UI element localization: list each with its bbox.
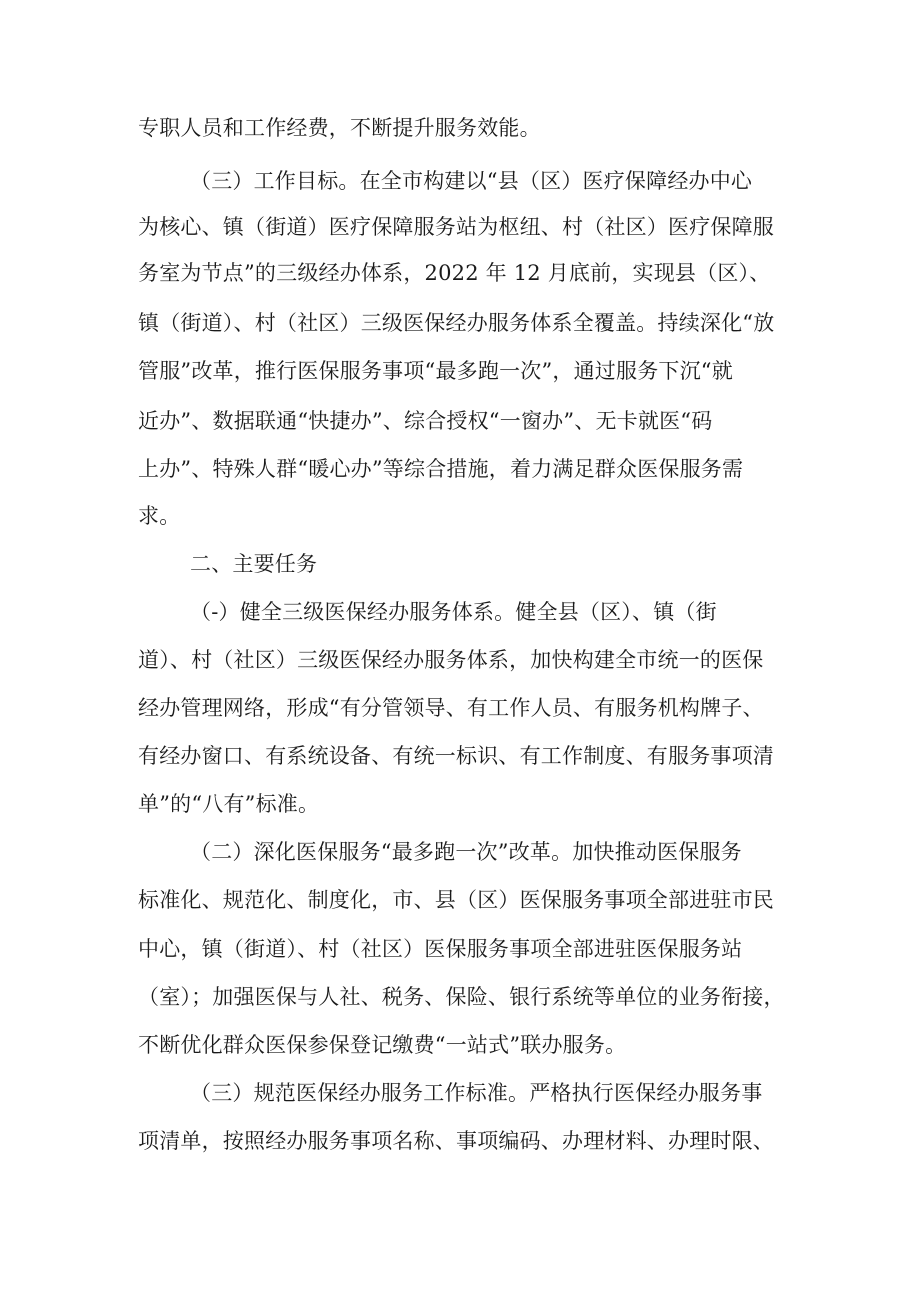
paragraph-task1-line: 单”的“八有”标准。 (138, 792, 320, 816)
paragraph-task2-line: 标准化、规范化、制度化，市、县（区）医保服务事项全部进驻市民 (138, 888, 774, 912)
paragraph-goal-line: 务室为节点”的三级经办体系，2022 年 12 月底前，实现县（区）、 (138, 261, 771, 285)
paragraph-goal-line: 上办”、特殊人群“暖心办”等综合措施，着力满足群众医保服务需 (138, 457, 744, 481)
paragraph-goal-line: 为核心、镇（街道）医疗保障服务站为枢纽、村（社区）医疗保障服 (138, 215, 774, 239)
paragraph-task2-line: （室）；加强医保与人社、税务、保险、银行系统等单位的业务衔接， (138, 985, 785, 1009)
paragraph-task2-line: 中心，镇（街道）、村（社区）医保服务事项全部进驻医保服务站 (138, 937, 743, 961)
paragraph-goal-line: 镇（街道）、村（社区）三级医保经办服务体系全覆盖。持续深化“放 (138, 311, 775, 335)
paragraph-task1-line: 经办管理网络，形成“有分管领导、有工作人员、有服务机构牌子、 (138, 696, 764, 720)
paragraph-task2-line: 不断优化群众医保参保登记缴费“一站式”联办服务。 (138, 1033, 627, 1057)
paragraph-goal-line: 管服”改革，推行医保服务事项“最多跑一次”，通过服务下沉“就 (138, 359, 733, 383)
paragraph-task1-line: （-）健全三级医保经办服务体系。健全县（区）、镇（街 (190, 600, 717, 624)
paragraph-continuation-line: 专职人员和工作经费，不断提升服务效能。 (138, 116, 541, 140)
paragraph-task3-line: （三）规范医保经办服务工作标准。严格执行医保经办服务事 (190, 1081, 763, 1105)
paragraph-task3-line: 项清单，按照经办服务事项名称、事项编码、办理材料、办理时限、 (138, 1129, 774, 1153)
paragraph-task1-line: 有经办窗口、有系统设备、有统一标识、有工作制度、有服务事项清 (138, 744, 774, 768)
paragraph-goal-line: （三）工作目标。在全市构建以“县（区）医疗保障经办中心 (190, 169, 753, 193)
paragraph-goal-line: 近办”、数据联通“快捷办”、综合授权“一窗办”、无卡就医“码 (138, 409, 713, 433)
paragraph-task1-line: 道）、村（社区）三级医保经办服务体系，加快构建全市统一的医保 (138, 648, 764, 672)
paragraph-goal-line: 求。 (138, 504, 181, 528)
paragraph-task2-line: （二）深化医保服务“最多跑一次”改革。加快推动医保服务 (190, 840, 742, 864)
section-heading-main-tasks: 二、主要任务 (190, 552, 318, 576)
